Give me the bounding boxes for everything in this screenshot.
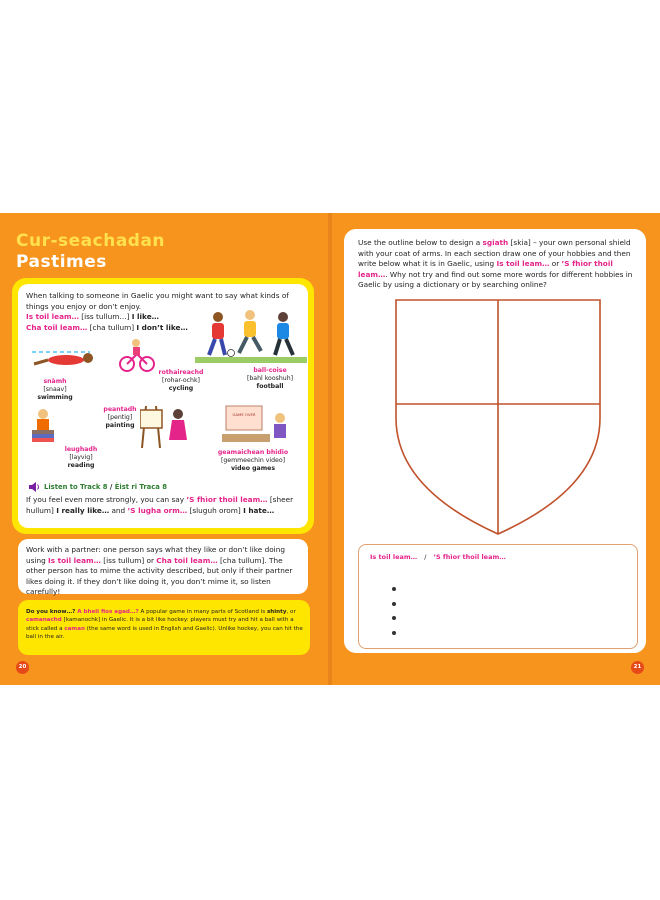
strong-feelings-text	[26, 495, 302, 516]
writing-bullet-1[interactable]	[392, 587, 396, 591]
did-you-know-text	[26, 608, 304, 642]
activity-reading	[56, 446, 106, 470]
pronunciation: [rohar-ochk]	[162, 377, 200, 384]
text-part: A popular game in many parts of Scotland is	[138, 609, 267, 615]
text-part: [iss tullum] or	[100, 555, 157, 565]
listen-gaelic: Èist ri Traca 8	[114, 483, 167, 491]
text-part: [cha tullum]. The other person has to mime the activity described, but only if their partner likes doing it. If they don’t like doing it, you don’t mime it, so listen carefully!	[26, 555, 293, 596]
box-separator: /	[424, 553, 427, 561]
text-part: (the same word is used in English and Gaelic). Unlike hockey, you can hit the ball in the air.	[26, 625, 303, 641]
screen-text: GAME OVER	[232, 412, 256, 417]
text-part: [skia] – your own personal shield with your coat of arms. In each section draw one of your hobbies and then write below what it is in Gaelic, using	[358, 238, 631, 268]
gaelic-word: ball-coise	[253, 367, 287, 374]
english-word: swimming	[37, 394, 73, 401]
phrase-like: Is toil leam…	[496, 259, 550, 268]
activity-football	[238, 367, 302, 391]
writing-bullet-3[interactable]	[392, 616, 396, 620]
dislike-english: I don’t like…	[136, 323, 188, 332]
text-part: [kamanochk] in Gaelic. It is a bit like hockey: players must try and hit a ball with a stick called a	[26, 617, 294, 632]
listen-track[interactable]	[44, 482, 167, 493]
listen-separator: /	[107, 483, 115, 491]
english-word: reading	[67, 462, 95, 469]
gaelic-word: peantadh	[103, 406, 137, 413]
word-shinty: shinty	[266, 609, 287, 615]
know-gaelic: A bheil fios agad…?	[77, 609, 139, 615]
know-label: Do you know…?	[26, 609, 76, 615]
painting-illustration	[140, 404, 190, 448]
shield-outline[interactable]	[394, 298, 604, 538]
cycling-illustration	[118, 338, 156, 372]
like-english: I like…	[131, 312, 159, 321]
book-gutter	[328, 213, 332, 685]
writing-bullet-2[interactable]	[392, 602, 396, 606]
like-pron: [iss tullum…]	[81, 312, 130, 321]
phrase-hate: ’S lugha orm…	[127, 505, 188, 515]
title-gaelic: Cur-seachadan	[16, 231, 166, 251]
text-part: Work with a partner: one person says what they like or don’t like doing using	[26, 545, 285, 565]
gaelic-word: leughadh	[64, 446, 98, 453]
text-part: , or	[286, 609, 296, 615]
page-number-left: 20	[16, 661, 29, 674]
box-phrase-really-like: ’S fhìor thoil leam…	[433, 553, 506, 561]
dislike-gaelic: Cha toil leam…	[26, 323, 88, 332]
partner-text	[26, 545, 304, 598]
video-games-illustration	[222, 404, 290, 448]
text-part: If you feel even more strongly, you can say	[26, 495, 187, 504]
phrase-really-like: ’S fhìor thoil leam…	[358, 259, 613, 279]
listen-english: Listen to Track 8	[44, 483, 108, 491]
gaelic-word: snàmh	[43, 378, 67, 385]
word-camanachd: camanachd	[26, 617, 62, 624]
pronunciation: [gemmeechin video]	[220, 457, 286, 464]
reading-illustration	[30, 408, 58, 442]
activity-painting	[96, 406, 144, 430]
like-gaelic: Is toil leam…	[26, 312, 79, 321]
page-number-right: 21	[631, 661, 644, 674]
writing-box-header	[370, 552, 506, 563]
text-part: [sluguh orom]	[187, 505, 244, 515]
text-part: or	[549, 259, 562, 268]
football-illustration	[195, 305, 307, 367]
text-part: . Why not try and find out some more words for different hobbies in Gaelic by using a dictionary or by searching online?	[358, 269, 633, 289]
gaelic-word: geamaichean bhidio	[217, 449, 289, 456]
activity-cycling	[150, 369, 212, 393]
text-part: [sheer hullum]	[26, 495, 294, 515]
pronunciation: [pentig]	[107, 414, 133, 421]
phrase-really-like: ’S fhìor thoil leam…	[186, 495, 268, 504]
pronunciation: [layvig]	[69, 454, 93, 461]
title-english: Pastimes	[16, 252, 107, 272]
phrase-like: Is toil leam…	[48, 555, 101, 565]
activity-video-games	[210, 449, 296, 473]
english-word: painting	[105, 422, 135, 429]
dislike-pron: [cha tullum]	[89, 323, 135, 332]
swimming-illustration	[30, 346, 100, 372]
english-hate: I hate…	[243, 505, 275, 515]
word-caman: caman	[64, 625, 86, 632]
pronunciation: [snaav]	[43, 386, 67, 393]
english-word: football	[256, 383, 284, 390]
english-really-like: I really like…	[56, 505, 110, 515]
shield-instructions	[358, 238, 638, 291]
writing-bullet-4[interactable]	[392, 631, 396, 635]
gaelic-word: rothaireachd	[158, 369, 204, 376]
activity-swimming	[28, 378, 82, 402]
text-part: and	[109, 505, 128, 515]
box-phrase-like: Is toil leam…	[370, 553, 418, 561]
speaker-icon[interactable]	[28, 481, 40, 493]
phrase-dislike: Cha toil leam…	[156, 555, 218, 565]
word-sgiath: sgiath	[482, 238, 509, 247]
english-word: video games	[230, 465, 276, 472]
intro-text: When talking to someone in Gaelic you might want to say what kinds of things you enjoy or don’t enjoy.	[26, 291, 289, 311]
pronunciation: [bahl kooshuh]	[246, 375, 294, 382]
text-part: Use the outline below to design a	[358, 238, 483, 247]
english-word: cycling	[168, 385, 194, 392]
